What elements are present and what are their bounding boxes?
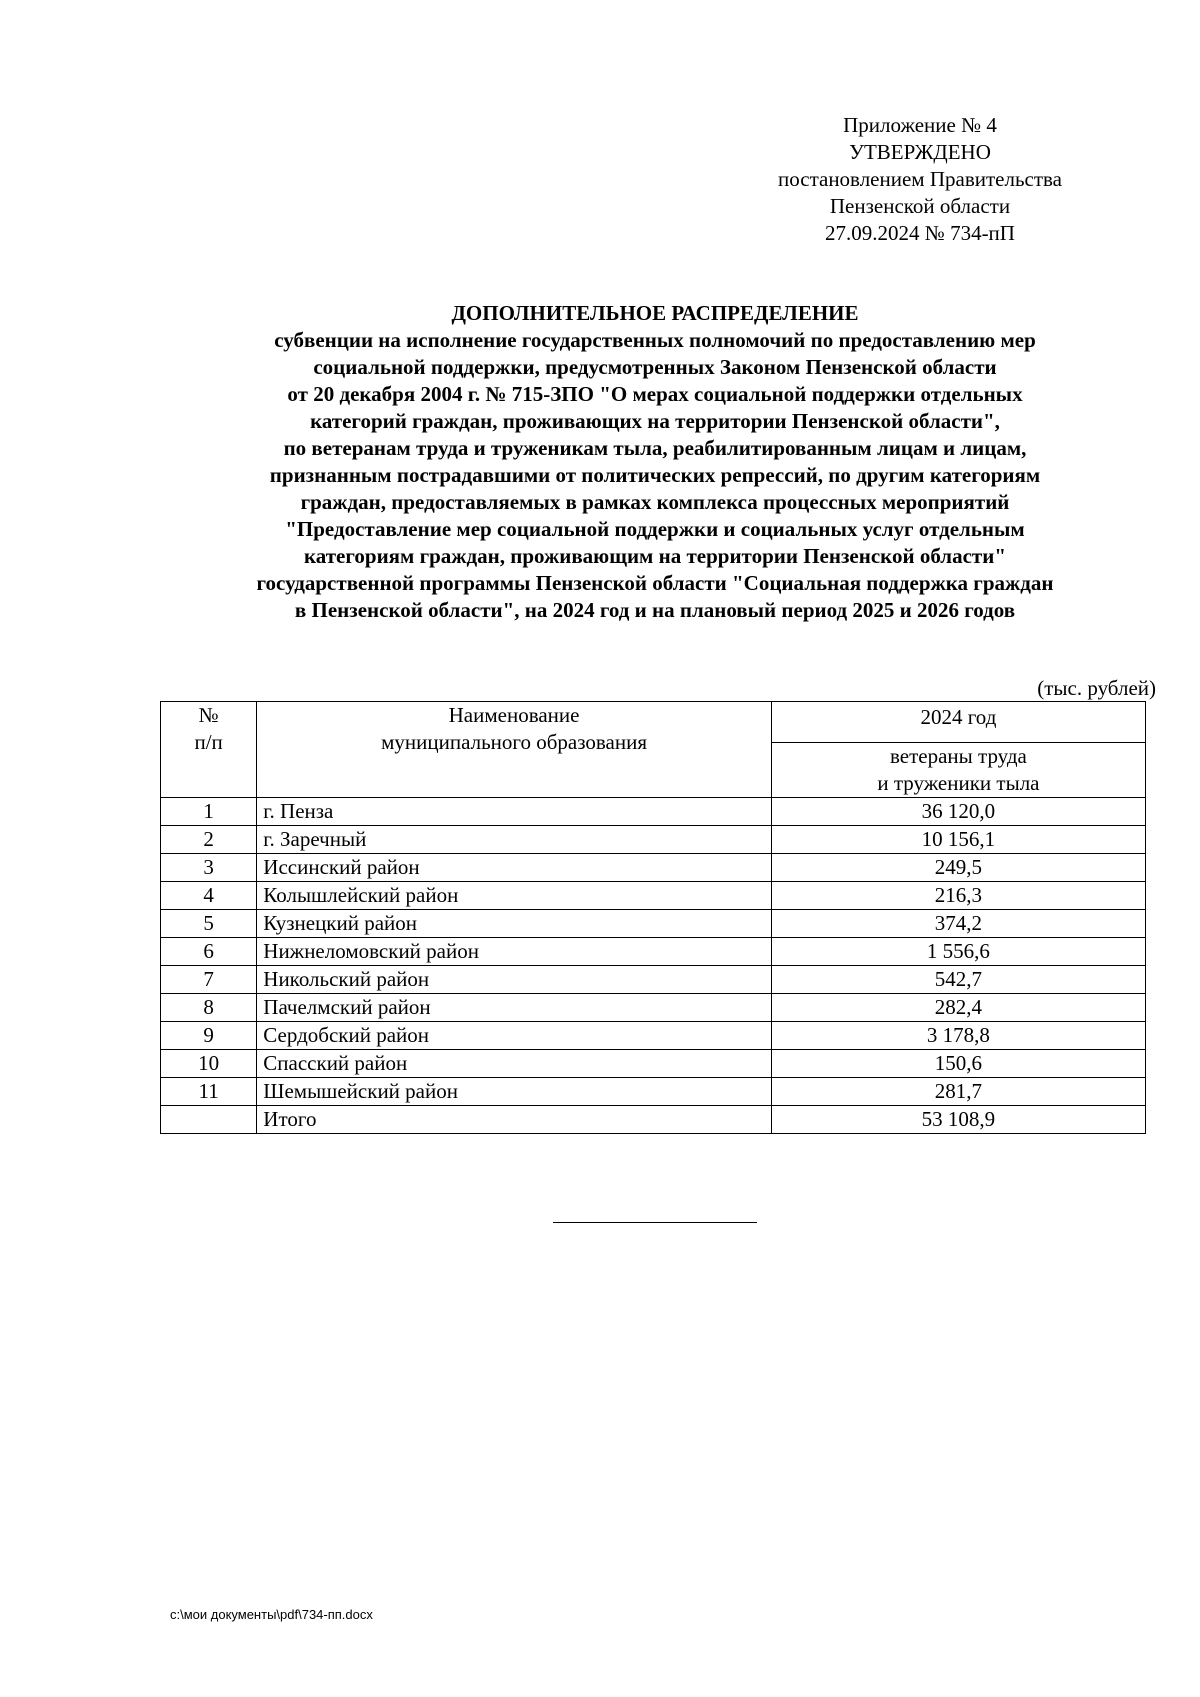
row-municipality: Нижнеломовский район (257, 938, 772, 966)
table-header-row (161, 702, 1146, 743)
page-title: ДОПОЛНИТЕЛЬНОЕ РАСПРЕДЕЛЕНИЕ (451, 301, 859, 325)
document-title (150, 300, 1160, 624)
header-category-line2: и труженики тыла (877, 771, 1040, 795)
table-row (161, 882, 1146, 910)
approval-region: Пензенской области (829, 194, 1011, 218)
title-line: признанным пострадавшими от политических репрессий, по другим категориям (269, 463, 1041, 487)
row-number: 8 (161, 994, 257, 1022)
total-amount: 53 108,9 (771, 1106, 1145, 1134)
row-amount: 281,7 (771, 1078, 1145, 1106)
row-amount: 3 178,8 (771, 1022, 1145, 1050)
title-line: социальной поддержки, предусмотренных Законом Пензенской области (313, 355, 997, 379)
header-name-line1: Наименование (448, 703, 580, 727)
table-row (161, 854, 1146, 882)
end-divider (553, 1222, 757, 1223)
row-amount: 542,7 (771, 966, 1145, 994)
appendix-number: Приложение № 4 (843, 113, 997, 137)
row-municipality: Кузнецкий район (257, 910, 772, 938)
row-municipality: Сердобский район (257, 1022, 772, 1050)
row-number: 2 (161, 826, 257, 854)
row-number: 7 (161, 966, 257, 994)
table-row (161, 798, 1146, 826)
footer-file-path: c:\мои документы\pdf\734-пп.docx (170, 1607, 373, 1622)
row-amount: 374,2 (771, 910, 1145, 938)
row-amount: 36 120,0 (771, 798, 1145, 826)
approval-stamp (730, 112, 1110, 247)
row-municipality: Шемышейский район (257, 1078, 772, 1106)
row-number: 5 (161, 910, 257, 938)
row-municipality: г. Пенза (257, 798, 772, 826)
row-number: 10 (161, 1050, 257, 1078)
header-number-line2: п/п (194, 730, 223, 754)
table-row (161, 994, 1146, 1022)
units-label: (тыс. рублей) (1037, 676, 1156, 700)
title-line: в Пензенской области", на 2024 год и на плановый период 2025 и 2026 годов (294, 598, 1016, 622)
total-label: Итого (257, 1106, 772, 1134)
header-number-line1: № (198, 703, 219, 727)
title-line: по ветеранам труда и труженикам тыла, реабилитированным лицам и лицам, (283, 436, 1027, 460)
approved-label: УТВЕРЖДЕНО (849, 140, 991, 164)
row-amount: 216,3 (771, 882, 1145, 910)
title-line: государственной программы Пензенской области "Социальная поддержка граждан (256, 571, 1054, 595)
title-line: "Предоставление мер социальной поддержки и социальных услуг отдельным (285, 517, 1025, 541)
header-category-line1: ветераны труда (889, 744, 1027, 768)
header-number (161, 702, 257, 798)
approval-date-number: 27.09.2024 № 734-пП (825, 221, 1015, 245)
row-number: 6 (161, 938, 257, 966)
row-municipality: г. Заречный (257, 826, 772, 854)
header-category (771, 743, 1145, 798)
header-name (257, 702, 772, 798)
row-municipality: Спасский район (257, 1050, 772, 1078)
total-number (161, 1106, 257, 1134)
header-name-line2: муниципального образования (381, 730, 648, 754)
row-municipality: Никольский район (257, 966, 772, 994)
row-municipality: Пачелмский район (257, 994, 772, 1022)
row-number: 1 (161, 798, 257, 826)
row-amount: 150,6 (771, 1050, 1145, 1078)
table-row (161, 966, 1146, 994)
table-total-row (161, 1106, 1146, 1134)
table-row (161, 1022, 1146, 1050)
title-line: граждан, предоставляемых в рамках комплекса процессных мероприятий (300, 490, 1010, 514)
title-line: категориям граждан, проживающим на территории Пензенской области" (304, 544, 1006, 568)
row-amount: 249,5 (771, 854, 1145, 882)
row-number: 3 (161, 854, 257, 882)
title-line: субвенции на исполнение государственных полномочий по предоставлению мер (274, 328, 1036, 352)
row-municipality: Иссинский район (257, 854, 772, 882)
table-row (161, 910, 1146, 938)
row-amount: 1 556,6 (771, 938, 1145, 966)
approval-authority: постановлением Правительства (777, 167, 1062, 191)
row-number: 9 (161, 1022, 257, 1050)
distribution-table (160, 701, 1146, 1134)
table-row (161, 938, 1146, 966)
row-amount: 10 156,1 (771, 826, 1145, 854)
title-line: категорий граждан, проживающих на территории Пензенской области", (310, 409, 1000, 433)
row-number: 11 (161, 1078, 257, 1106)
row-amount: 282,4 (771, 994, 1145, 1022)
table-row (161, 1050, 1146, 1078)
table-row (161, 1078, 1146, 1106)
title-line: от 20 декабря 2004 г. № 715-ЗПО "О мерах социальной поддержки отдельных (287, 382, 1023, 406)
row-number: 4 (161, 882, 257, 910)
row-municipality: Колышлейский район (257, 882, 772, 910)
header-year: 2024 год (771, 702, 1145, 743)
table-row (161, 826, 1146, 854)
